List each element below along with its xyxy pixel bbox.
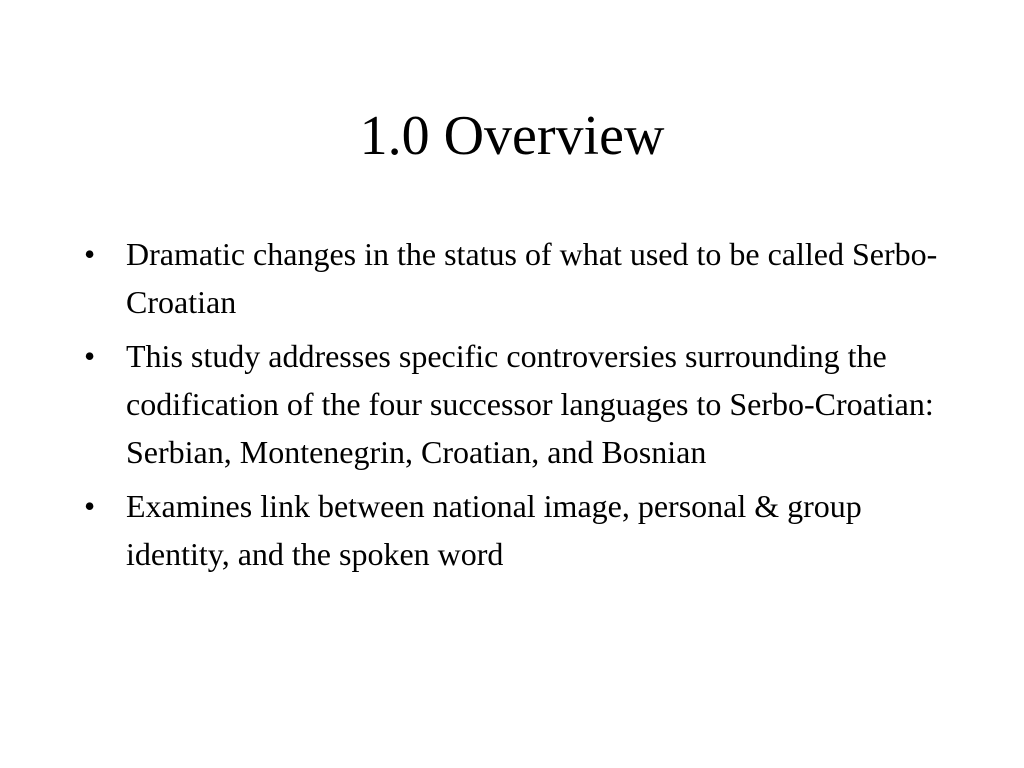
bullet-text: This study addresses specific controversies surrounding the codification of the four successor languages to Serbo-Croatian: Serbian, Montenegrin, Croatian, and Bosnian [126,338,934,470]
bullet-text: Examines link between national image, personal & group identity, and the spoken word [126,488,862,572]
bullet-item [82,482,942,578]
slide-title: 1.0 Overview [359,105,665,167]
bullet-icon: • [84,236,96,272]
bullet-item [82,332,942,476]
bullet-icon: • [84,488,96,524]
bullet-text: Dramatic changes in the status of what used to be called Serbo-Croatian [126,236,938,320]
bullet-list [82,230,942,584]
bullet-icon: • [84,338,96,374]
bullet-item [82,230,942,326]
